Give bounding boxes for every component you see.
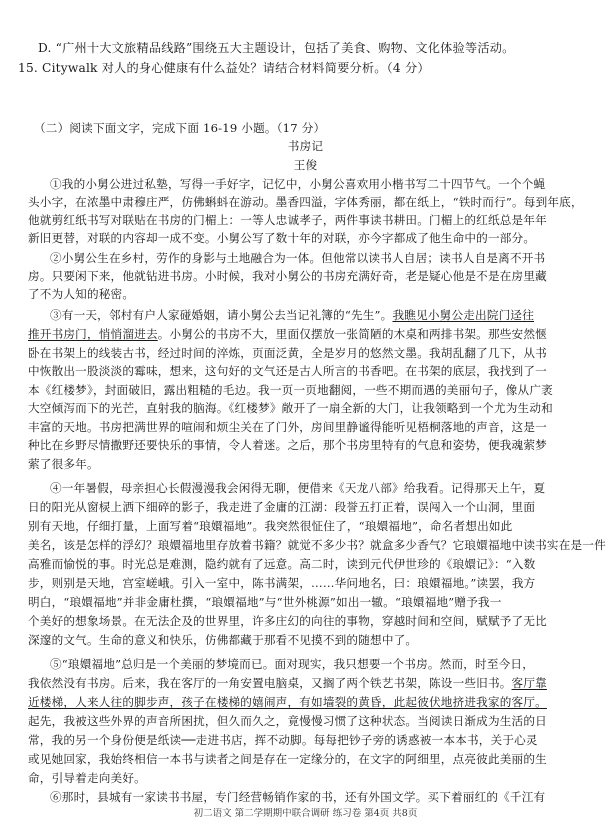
section-heading: （二）阅读下面文字，完成下面 16-19 小题。（17 分） [34,121,326,135]
text-line: 日的阳光从窗棂上洒下细碎的影子，我走进了金庸的江湖：段誉五打正着，误闯入一个山洞，里面 [28,500,536,514]
text-line: 头小字，在浓墨中肃穆庄严，仿佛蝌蚪在游动。墨香四溢，字体秀丽，都在纸上，“铁时而行”。每到年底， [28,195,583,209]
text-line: 本《红楼梦》，封面破旧，露出粗糙的毛边。我一页一页地翻阅，一些不期而遇的美丽句子，像从广袤 [28,383,553,397]
text-line: ②小舅公生在乡村，劳作的身影与土地融合为一体。但他常以读书人自居；读书人自是离不开书 [50,251,546,265]
text-line: 了不为人知的秘密。 [28,287,135,301]
text-line: ⑤“琅嬛福地”总归是一个美丽的梦境而已。面对现实，我只想要一个书房。然而，时至今日， [50,657,535,671]
underlined-sentence: 推开书房门，悄悄溜进去 [28,327,158,341]
text-line: 种比在乡野尽情撒野还要快乐的事情，令人着迷。之后，那个书房里特有的气息和姿势，便我魂萦梦 [28,438,547,452]
text-line: 个美好的想象场景。在无法企及的世界里，许多庄幻的向往的事物，穿越时间和空间，赋赋予了无比 [28,614,547,628]
line-start: ③有一天，邻村有户人家碰婚姻，请小舅公去当记礼簿的“先生”。 [50,308,393,322]
text-line-with-underline [28,675,547,691]
text-line: 中恢散出一股淡淡的霉味，想来，这句好的文气还是古人所言的书香吧。在书架的底层，我找到了一 [28,364,547,378]
text-line: 起先，我被这些外界的声音所困扰，但久而久之，竟慢慢习惯了这种状态。当阅读日渐成为生活的日 [28,714,547,728]
underlined-sentence: 近楼梯，人来人往的脚步声，孩子在楼梯的嬉闹声，有如墙裂的黄昏，此起彼伏地挤进我家的客厅。 [28,695,547,709]
text-line: ①我的小舅公进过私塾，写得一手好字，记忆中，小舅公喜欢用小楷书写二十四节气。一个个蝇 [50,177,546,191]
text-line: ④一年暑假，母亲担心长假漫漫我会闲得无聊，便借来《天龙八部》给我看。记得那天上午，夏 [50,481,546,495]
underlined-sentence: 客厅靠 [511,676,547,690]
article-title: 书房记 [287,139,324,153]
text-line: 他就剪红纸书写对联贴在书房的门楣上：一等人忠诚孝子，两件事读书耕田。门楣上的红纸总是年年 [28,213,547,227]
line-start: 我依然没有书房。后来，我在客厅的一角安置电脑桌，又搁了两个铁艺书架，陈设一些旧书。 [28,676,512,690]
text-line: 卧在书架上的线装古书，经过时间的淬炼，页面泛黄，全是岁月的悠然文墨。我胡乱翻了几下，从书 [28,346,547,360]
text-line: 美名，该是怎样的浮幻？琅嬛福地里存放着书籍？就觉不多少书？就盒多少香气？它琅嬛福地中读书实在是一件 [28,538,606,552]
page-footer: 初二语文 第二学期期中联合调研 练习卷 第4页 共8页 [193,808,418,819]
text-line: 常，我的另一个身份便是纸读──走进书店，挥不动脚。每每把钞子旁的诱惑被一本本书，关于心灵 [28,733,538,747]
text-line-with-underline [28,326,547,342]
text-line: 明白，“琅嬛福地”并非金庸杜撰，“琅嬛福地”与“世外桃源”如出一辙。“琅嬛福地”赠予我一 [28,595,502,609]
question-15: 15. Citywalk 对人的身心健康有什么益处？请结合材料简要分析。（4 分） [18,61,430,75]
text-line: 新旧更替，对联的内容却一成不变。小舅公写了数十年的对联，亦今字都成了他生命中的一部分。 [28,231,536,245]
text-line-with-underline [50,307,534,323]
option-d: D. “广州十大文旅精品线路”围绕五大主题设计，包括了美食、购物、文化体验等活动。 [38,41,515,55]
text-line: ⑥那时，县城有一家读书书屋，专门经营畅销作家的书，还有外国文学。买下着丽红的《千江有 [50,790,546,804]
underlined-sentence: 我瞧见小舅公走出院门迳往 [392,308,535,322]
text-line: 丰富的天地。书房把满世界的喧闹和烦尘关在了门外，房间里静谧得能听见梧桐落地的声音，这是一 [28,420,547,434]
text-line: 大空倾泻而下的光芒，直射我的脑海。《红楼梦》敞开了一扇全新的大门，让我领略到一个尤为生动和 [28,401,553,415]
line-rest: 。小舅公的书房不大，里面仅摆放一张简陋的木桌和两排书架。那些安然惬 [157,327,547,341]
text-line: 别有天地，仔细打量，上面写着“琅嬛福地”。我突然很怔住了，“琅嬛福地”，命名者想出如此 [28,519,513,533]
text-line: 命，引导着走向美好。 [28,771,146,785]
text-line: 房。只要闲下来，他就钻进书房。小时候，我对小舅公的书房充满好奇，老是疑心他是不是在房里藏 [28,269,547,283]
text-line: 高雅而愉悦的事。时光总是难测，隐约就有了远意。高二时，读到元代伊世珍的《琅嬛记》：“入数 [28,557,536,571]
text-line: 或见她回家，我始终相信一本书与读者之间是存在一定缘分的，在文字的阿细里，点亮彼此美丽的生 [28,752,547,766]
article-author: 王俊 [293,158,318,172]
text-line: 萦了很多年。 [28,457,99,471]
text-line: 深邃的文气。生命的意义和快乐，仿佛都藏于那看不见摸不到的随想中了。 [28,633,418,647]
text-line: 步，则别是天地，宫室嵯峨。引入一室中，陈书满架，……华问地名，曰：琅嬛福地。”读罢，我方 [28,576,536,590]
